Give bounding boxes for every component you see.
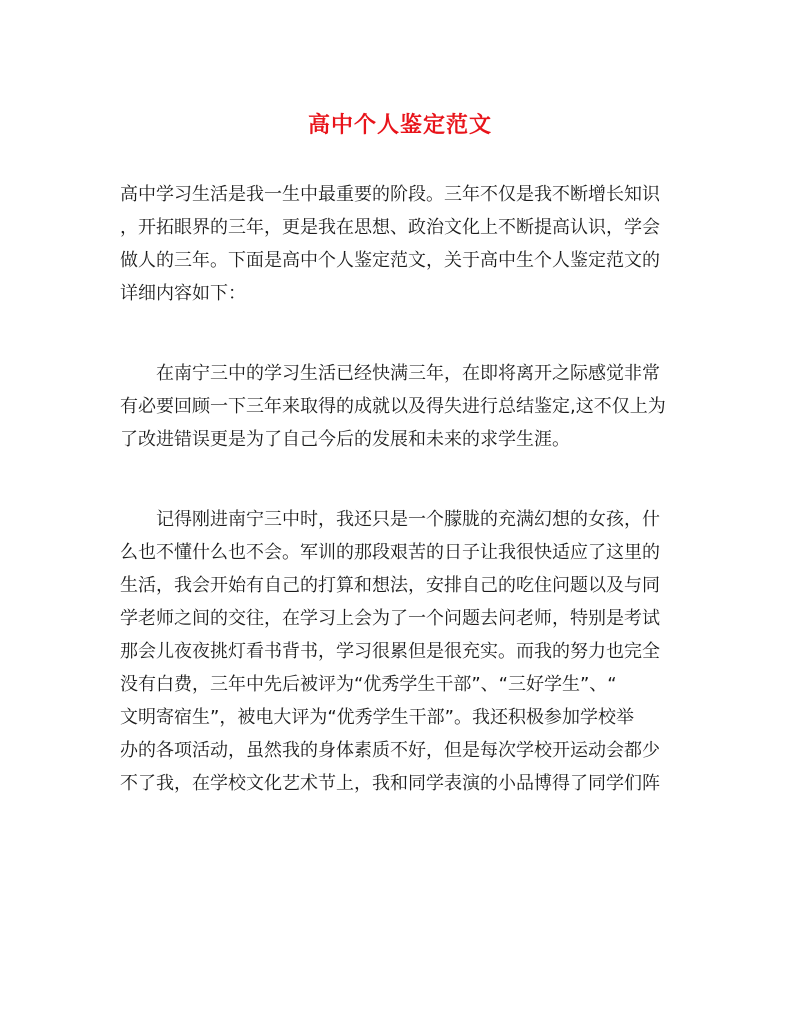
paragraph-memories — [120, 503, 680, 800]
paragraph-line: 高中学习生活是我一生中最重要的阶段。三年不仅是我不断增长知识 — [120, 184, 660, 205]
paragraph-line: 不了我，在学校文化艺术节上，我和同学表演的小品博得了同学们阵 — [120, 773, 660, 794]
paragraph-line: 学老师之间的交往，在学习上会为了一个问题去问老师，特别是考试 — [120, 608, 660, 629]
document-title: 高中个人鉴定范文 — [307, 112, 492, 138]
paragraph-line: 那会儿夜夜挑灯看书背书，学习很累但是很充实。而我的努力也完全 — [120, 641, 660, 662]
paragraph-line: 了改进错误更是为了自己今后的发展和未来的求学生涯。 — [120, 429, 570, 450]
paragraph-line: 记得刚进南宁三中时，我还只是一个朦胧的充满幻想的女孩，什 — [156, 509, 660, 530]
paragraph-line: 详细内容如下： — [120, 283, 246, 304]
document-body — [120, 178, 680, 800]
paragraph-intro — [120, 178, 680, 310]
paragraph-line: 生活，我会开始有自己的打算和想法，安排自己的吃住问题以及与同 — [120, 575, 660, 596]
paragraph-line: 办的各项活动，虽然我的身体素质不好，但是每次学校开运动会都少 — [120, 740, 660, 761]
paragraph-review — [120, 357, 680, 456]
paragraph-line: 文明寄宿生”，被电大评为“优秀学生干部”。我还积极参加学校举 — [120, 707, 634, 728]
paragraph-line: 么也不懂什么也不会。军训的那段艰苦的日子让我很快适应了这里的 — [120, 542, 660, 563]
paragraph-line: 做人的三年。下面是高中个人鉴定范文，关于高中生个人鉴定范文的 — [120, 250, 660, 271]
paragraph-line: 在南宁三中的学习生活已经快满三年，在即将离开之际感觉非常 — [156, 363, 660, 384]
paragraph-line: 有必要回顾一下三年来取得的成就以及得失进行总结鉴定,这不仅上为 — [120, 396, 666, 417]
paragraph-line: ，开拓眼界的三年，更是我在思想、政治文化上不断提高认识，学会 — [120, 217, 660, 238]
paragraph-line: 没有白费，三年中先后被评为“优秀学生干部”、“三好学生”、“ — [120, 674, 617, 695]
